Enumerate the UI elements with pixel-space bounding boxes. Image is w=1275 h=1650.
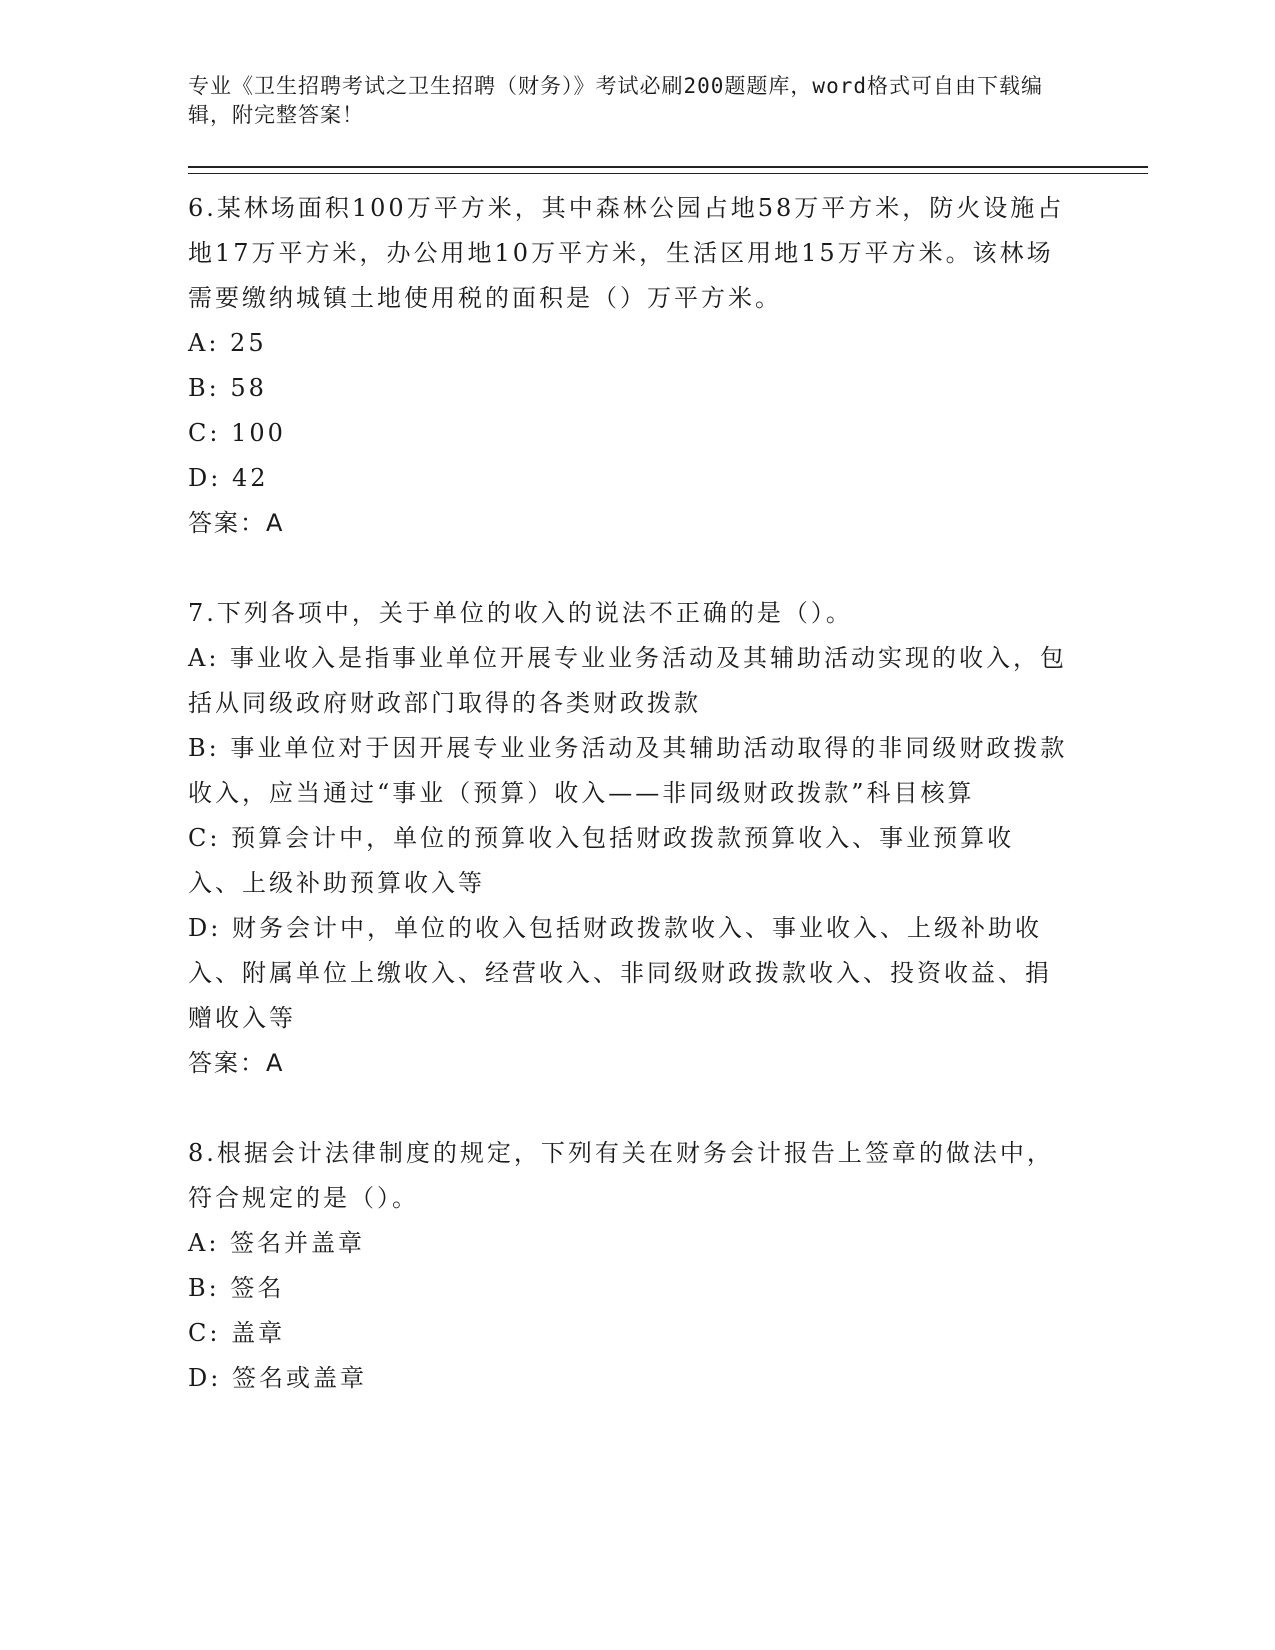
option-c: C: 预算会计中，单位的预算收入包括财政拨款预算收入、事业预算收入、上级补助预算收入等 bbox=[188, 824, 1015, 897]
option-a: A: 25 bbox=[188, 329, 267, 357]
option-c: C: 盖章 bbox=[188, 1319, 286, 1347]
document-page bbox=[188, 72, 1148, 1401]
option-a: A: 事业收入是指事业单位开展专业业务活动及其辅助活动实现的收入，包括从同级政府财政部门取得的各类财政拨款 bbox=[188, 644, 1068, 717]
question-list bbox=[188, 186, 1068, 1401]
question-text: 8.根据会计法律制度的规定，下列有关在财务会计报告上签章的做法中，符合规定的是（）。 bbox=[188, 1139, 1054, 1212]
option-b: B: 事业单位对于因开展专业业务活动及其辅助活动取得的非同级财政拨款收入，应当通过“事业（预算）收入——非同级财政拨款”科目核算 bbox=[188, 734, 1068, 807]
answer-label: 答案：A bbox=[188, 1049, 285, 1077]
question-7 bbox=[188, 591, 1068, 1086]
question-text: 7.下列各项中，关于单位的收入的说法不正确的是（）。 bbox=[188, 599, 853, 627]
question-8 bbox=[188, 1131, 1068, 1401]
header-divider bbox=[188, 166, 1148, 174]
option-d: D: 42 bbox=[188, 464, 269, 492]
question-text: 6.某林场面积100万平方米，其中森林公园占地58万平方米，防火设施占地17万平方米，办公用地10万平方米，生活区用地15万平方米。该林场需要缴纳城镇土地使用税的面积是（）万平方米。 bbox=[188, 194, 1065, 312]
question-gap bbox=[188, 546, 1068, 591]
option-d: D: 财务会计中，单位的收入包括财政拨款收入、事业收入、上级补助收入、附属单位上缴收入、经营收入、非同级财政拨款收入、投资收益、捐赠收入等 bbox=[188, 914, 1052, 1032]
option-b: B: 签名 bbox=[188, 1274, 285, 1302]
option-b: B: 58 bbox=[188, 374, 267, 402]
question-gap bbox=[188, 1086, 1068, 1131]
answer-label: 答案：A bbox=[188, 509, 285, 537]
document-header: 专业《卫生招聘考试之卫生招聘（财务）》考试必刷200题题库，word格式可自由下载编辑，附完整答案！ bbox=[188, 74, 1043, 127]
question-6 bbox=[188, 186, 1068, 546]
option-c: C: 100 bbox=[188, 419, 286, 447]
option-d: D: 签名或盖章 bbox=[188, 1364, 367, 1392]
option-a: A: 签名并盖章 bbox=[188, 1229, 366, 1257]
